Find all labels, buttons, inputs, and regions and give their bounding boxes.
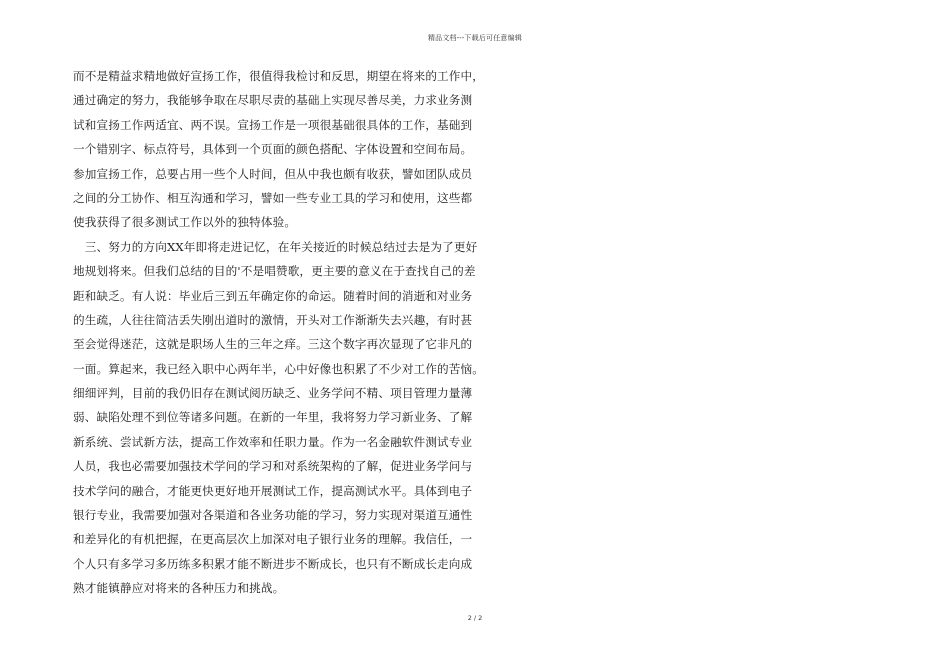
- text-line: 参加宣扬工作，总要占用一些个人时间，但从中我也颇有收获，譬如团队成员: [73, 166, 473, 181]
- text-line: 而不是精益求精地做好宣扬工作，很值得我检讨和反思，期望在将来的工作中，: [73, 69, 485, 83]
- page-number: 2 / 2: [467, 614, 483, 622]
- text-line: 试和宣扬工作两适宜、两不误。宣扬工作是一项很基础很具体的工作，基础到: [73, 117, 473, 132]
- text-line: 的生疏，人往往简洁丢失刚出道时的激情，开头对工作渐渐失去兴趣，有时甚: [73, 312, 473, 327]
- text-line: 地规划将来。但我们总结的目的'不是唱赞歌，更主要的意义在于查找自己的差: [73, 264, 476, 279]
- text-line: 通过确定的努力，我能够争取在尽职尽责的基础上实现尽善尽美，力求业务测: [73, 93, 473, 108]
- text-line: 之间的分工协作、相互沟通和学习，譬如一些专业工具的学习和使用，这些都: [73, 190, 473, 205]
- text-line: 细细评判，目前的我仍旧存在测试阅历缺乏、业务学问不精、项目管理力量薄: [73, 386, 473, 401]
- text-line: 银行专业，我需要加强对各渠道和各业务功能的学习，努力实现对渠道互通性: [73, 508, 473, 523]
- document-body: [73, 64, 493, 601]
- page-header: 精品文档---下载后可任意编辑: [427, 34, 523, 42]
- text-line: 一面。算起来，我已经入职中心两年半，心中好像也积累了不少对工作的苦恼。: [73, 361, 485, 376]
- text-line: 个人只有多学习多历练多积累才能不断进步不断成长，也只有不断成长走向成: [73, 556, 473, 571]
- text-line: 技术学问的融合，才能更快更好地开展测试工作，提高测试水平。具体到电子: [73, 483, 473, 498]
- text-line: 三、努力的方向XX年即将走进记忆，在年关接近的时候总结过去是为了更好: [73, 239, 478, 254]
- text-line: 和差异化的有机把握，在更高层次上加深对电子银行业务的理解。我信任，一: [73, 532, 473, 547]
- text-line: 新系统、尝试新方法，提高工作效率和任职力量。作为一名金融软件测试专业: [73, 434, 473, 449]
- text-line: 至会觉得迷茫，这就是职场人生的三年之痒。三这个数字再次显现了它非凡的: [73, 337, 473, 352]
- text-line: 人员，我也必需要加强技术学问的学习和对系统架构的了解，促进业务学问与: [73, 459, 473, 474]
- text-line: 使我获得了很多测试工作以外的独特体验。: [73, 215, 297, 230]
- text-line: 熟才能镇静应对将来的各种压力和挑战。: [73, 581, 285, 596]
- text-line: 一个错别字、标点符号，具体到一个页面的颜色搭配、字体设置和空间布局。: [73, 142, 473, 157]
- text-line: 弱、缺陷处理不到位等诸多问题。在新的一年里，我将努力学习新业务、了解: [73, 410, 473, 425]
- text-line: 距和缺乏。有人说：毕业后三到五年确定你的命运。随着时间的消逝和对业务: [73, 288, 473, 303]
